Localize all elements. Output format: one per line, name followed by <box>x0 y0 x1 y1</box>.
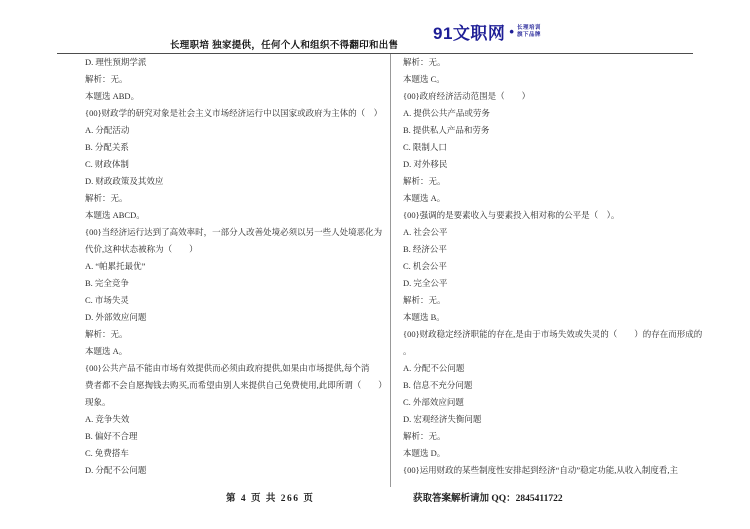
text-line: 本题选 A。 <box>85 346 128 356</box>
text-line: 解析：无。 <box>403 57 446 67</box>
page-indicator: 第 4 页 共 266 页 <box>226 494 315 504</box>
left-column <box>85 54 387 479</box>
text-line: C. 免费搭车 <box>85 448 129 458</box>
brand-tagline <box>517 25 541 39</box>
text-line: 解析：无。 <box>85 74 128 84</box>
text-line: A. 社会公平 <box>403 227 448 237</box>
text-line: 本题选 D。 <box>403 448 446 458</box>
text-line: {00}财政稳定经济职能的存在,是由于市场失效或失灵的（ ）的存在而形成的 <box>403 329 703 339</box>
text-line: 本题选 A。 <box>403 193 446 203</box>
text-line: B. 偏好不合理 <box>85 431 138 441</box>
text-line: 。 <box>403 346 412 356</box>
text-line: 解析：无。 <box>403 431 446 441</box>
text-line: 解析：无。 <box>403 176 446 186</box>
text-line: A. 分配不公问题 <box>403 363 465 373</box>
text-line: 代价,这种状态被称为（ ） <box>85 244 198 254</box>
text-line: {00}运用财政的某些制度性安排起到经济“自动”稳定功能,从收入制度看,主 <box>403 465 678 475</box>
text-line: C. 外部效应问题 <box>403 397 464 407</box>
text-line: C. 机会公平 <box>403 261 447 271</box>
text-line: C. 限制人口 <box>403 142 447 152</box>
text-line: 现象。 <box>85 397 111 407</box>
text-line: B. 分配关系 <box>85 142 129 152</box>
brand-name: 91文职网 <box>433 24 506 43</box>
text-line: B. 信息不充分问题 <box>403 380 473 390</box>
text-line: {00}强调的是要素收入与要素投入相对称的公平是（ ）。 <box>403 210 620 220</box>
text-line: 本题选 ABCD。 <box>85 210 145 220</box>
text-line: A. 竞争失效 <box>85 414 130 424</box>
text-line: 解析：无。 <box>85 193 128 203</box>
text-line: B. 提供私人产品和劳务 <box>403 125 490 135</box>
text-line: D. 外部效应问题 <box>85 312 147 322</box>
text-line: B. 完全竞争 <box>85 278 129 288</box>
text-line: 本题选 ABD。 <box>85 91 140 101</box>
text-line: A. 提供公共产品或劳务 <box>403 108 490 118</box>
text-line: {00}政府经济活动范围是（ ） <box>403 91 531 101</box>
text-line: D. 理性预期学派 <box>85 57 147 67</box>
brand-logo <box>433 19 541 44</box>
text-line: {00}财政学的研究对象是社会主义市场经济运行中以国家或政府为主体的（ ） <box>85 108 383 118</box>
text-line: D. 宏观经济失衡问题 <box>403 414 482 424</box>
text-line: 解析：无。 <box>85 329 128 339</box>
text-line: 本题选 C。 <box>403 74 445 84</box>
right-column <box>403 54 711 479</box>
text-line: C. 市场失灵 <box>85 295 129 305</box>
text-line: A. 分配活动 <box>85 125 130 135</box>
contact-info: 获取答案解析请加 QQ：2845411722 <box>413 494 563 504</box>
text-line: {00}当经济运行达到了高效率时，一部分人改善处境必须以另一些人处境恶化为 <box>85 227 383 237</box>
brand-bullet-icon: • <box>509 24 514 39</box>
text-line: 解析：无。 <box>403 295 446 305</box>
text-line: 本题选 B。 <box>403 312 445 322</box>
text-line: D. 财政政策及其效应 <box>85 176 164 186</box>
text-line: B. 经济公平 <box>403 244 447 254</box>
text-line: A. “帕累托最优” <box>85 261 146 271</box>
text-line: {00}公共产品不能由市场有效提供而必须由政府提供,如果由市场提供,每个消 <box>85 363 370 373</box>
copyright-notice: 长理职培 独家提供，任何个人和组织不得翻印和出售 <box>170 40 399 51</box>
brand-tagline-line1: 长理培训 <box>516 24 541 31</box>
brand-tagline-line2: 旗下品牌 <box>516 31 541 38</box>
column-divider <box>390 54 391 487</box>
text-line: 费者都不会自愿掏钱去购买,而希望由别人来提供自己免费使用,此即所谓（ ） <box>85 380 387 390</box>
text-line: D. 分配不公问题 <box>85 465 147 475</box>
text-line: C. 财政体制 <box>85 159 129 169</box>
text-line: D. 完全公平 <box>403 278 448 288</box>
text-line: D. 对外移民 <box>403 159 448 169</box>
